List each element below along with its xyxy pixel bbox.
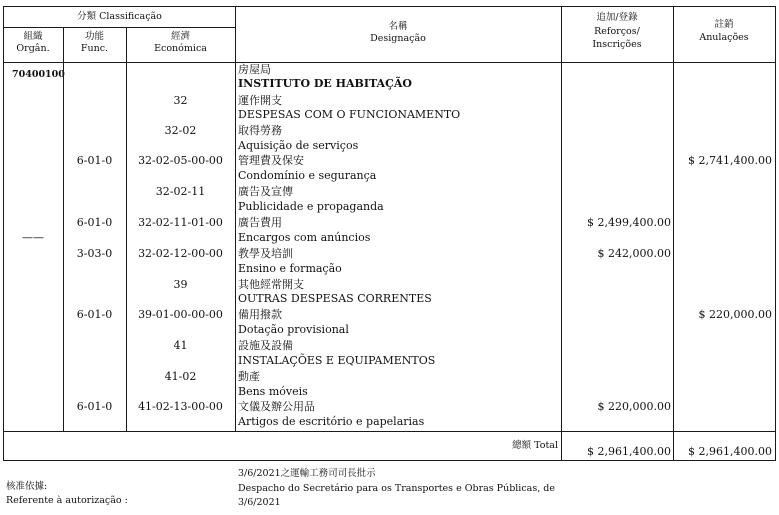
row-anulacao: $ 220,000.00 [698,308,772,321]
row-zh: 廣告費用 [238,216,282,229]
row-zh: 文儀及辦公用品 [238,400,315,413]
total-reforco: $ 2,961,400.00 [587,445,671,458]
row-econ: 32-02-11 [155,185,206,198]
header-anul-zh: 註銷 [714,19,734,30]
row-zh: 教學及培訓 [238,247,293,260]
row-zh: 房屋局 [238,63,271,76]
row-pt: Condomínio e segurança [238,169,377,182]
row-func: 6-01-0 [76,308,113,321]
row-pt: INSTITUTO DE HABITAÇÃO [238,77,412,90]
row-func: 6-01-0 [76,154,113,167]
header-econ-zh: 經濟 [170,31,190,42]
rule-reforco-anul [673,6,674,461]
rule-total-bottom [3,460,775,461]
row-pt: Artigos de escritório e papelarias [238,415,425,428]
row-econ: 32 [173,94,188,107]
rule-header-bottom [3,62,775,63]
row-pt: Ensino e formação [238,262,342,275]
header-desig-pt: Designação [370,33,426,44]
row-pt: Publicidade e propaganda [238,200,384,213]
footer-authorization-pt: Despacho do Secretário para os Transportes e Obras Públicas, de [238,483,555,494]
row-econ: 41-02 [164,370,197,383]
footer-authorization-date: 3/6/2021 [238,497,281,508]
row-pt: Aquisição de serviços [238,139,359,152]
header-anul-pt: Anulações [699,32,749,43]
row-econ: 41 [173,339,188,352]
row-func: 6-01-0 [76,216,113,229]
rule-econ-desig [235,6,236,432]
row-econ: 32-02-12-00-00 [138,247,223,260]
row-reforco: $ 242,000.00 [597,247,671,260]
row-econ: 32-02 [164,124,197,137]
header-econ-pt: Económica [154,43,207,54]
row-reforco: $ 2,499,400.00 [587,216,671,229]
footer-label-pt: Referente à autorização : [6,495,128,506]
row-zh: 運作開支 [238,94,282,107]
header-organ-pt: Orgân. [16,43,50,54]
row-anulacao: $ 2,741,400.00 [688,154,772,167]
header-func-zh: 功能 [84,31,104,42]
rule-top [3,6,775,7]
row-econ: 32-02-11-01-00 [138,216,223,229]
rule-class-divider [3,27,236,28]
organ-dash: —— [22,231,44,244]
rule-body-bottom [3,431,775,432]
row-econ: 39-01-00-00-00 [138,308,223,321]
header-func-pt: Func. [80,43,109,54]
header-reforco-zh: 追加/登錄 [596,12,638,23]
row-zh: 設施及設備 [238,339,293,352]
row-zh: 備用撥款 [238,308,282,321]
footer-authorization-zh: 3/6/2021之運輸工務司司長批示 [238,468,376,479]
row-zh: 其他經常開支 [238,278,304,291]
row-pt: Bens móveis [238,385,308,398]
row-pt: Encargos com anúncios [238,231,371,244]
row-pt: OUTRAS DESPESAS CORRENTES [238,292,432,305]
row-func: 3-03-0 [76,247,113,260]
row-econ: 41-02-13-00-00 [138,400,223,413]
row-zh: 廣告及宣傳 [238,185,293,198]
header-reforco-pt1: Reforços/ [594,26,640,37]
row-econ: 39 [173,278,188,291]
header-classificacao: 分類 Classificação [77,11,162,22]
row-zh: 管理費及保安 [238,154,304,167]
header-desig-zh: 名稱 [388,21,408,32]
total-label: 總額 Total [512,440,558,451]
row-econ: 32-02-05-00-00 [138,154,223,167]
footer-label-zh: 核准依據: [6,481,48,492]
row-pt: DESPESAS COM O FUNCIONAMENTO [238,108,461,121]
row-pt: Dotação provisional [238,323,349,336]
rule-desig-reforco [561,6,562,461]
row-organ-code: 70400100 [12,69,65,80]
rule-right [775,6,776,461]
row-func: 6-01-0 [76,400,113,413]
row-reforco: $ 220,000.00 [597,400,671,413]
row-pt: INSTALAÇÕES E EQUIPAMENTOS [238,354,436,367]
total-anulacao: $ 2,961,400.00 [688,445,772,458]
row-zh: 取得勞務 [238,124,282,137]
header-organ-zh: 組織 [23,31,43,42]
row-zh: 動產 [238,370,260,383]
header-reforco-pt2: Inscrições [592,39,642,50]
